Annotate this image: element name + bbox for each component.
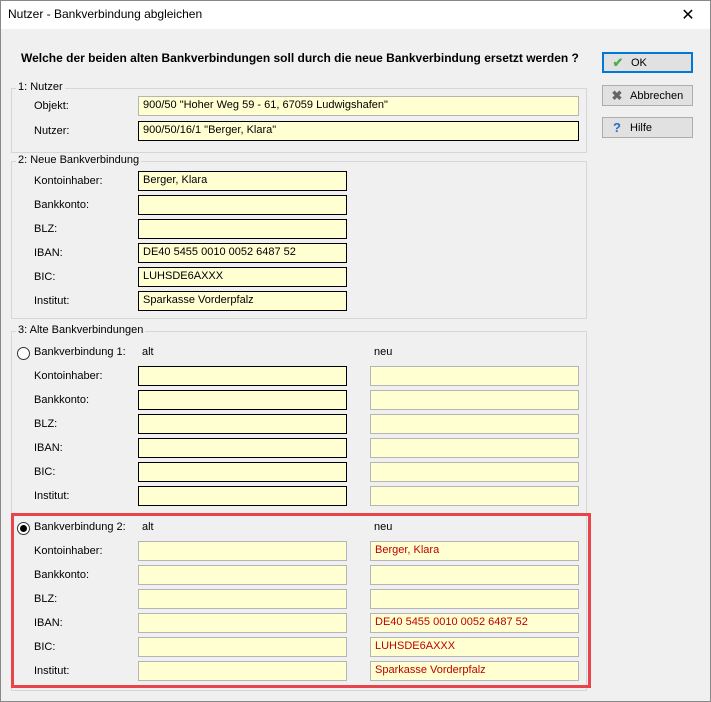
bankverbindung-2-label[interactable]: Bankverbindung 2: [34,521,126,533]
group-neue-title: 2: Neue Bankverbindung [18,154,140,166]
alt2-bankkonto-alt[interactable] [138,565,347,585]
alt1-blz-alt[interactable] [138,414,347,434]
window-title: Nutzer - Bankverbindung abgleichen [8,7,203,21]
alt2-bankkonto-label: Bankkonto: [34,569,90,581]
neu-bankkonto-field[interactable] [138,195,347,215]
alt1-bankkonto-neu[interactable] [370,390,579,410]
help-button[interactable] [602,117,693,138]
alt2-kontoinhaber-alt[interactable] [138,541,347,561]
neu-bic-label: BIC: [34,271,56,283]
neu-kontoinhaber-label: Kontoinhaber: [34,175,103,187]
col-alt-header-2: alt [142,521,154,533]
group-nutzer-title: 1: Nutzer [18,81,63,93]
alt1-kontoinhaber-alt[interactable] [138,366,347,386]
alt1-institut-label: Institut: [34,490,70,502]
cancel-icon: ✖ [611,87,623,103]
bankverbindung-1-label[interactable]: Bankverbindung 1: [34,346,126,358]
neu-institut-field[interactable]: Sparkasse Vorderpfalz [138,291,347,311]
alt1-kontoinhaber-neu[interactable] [370,366,579,386]
group-alte-title: 3: Alte Bankverbindungen [18,324,144,336]
close-icon[interactable]: ✕ [681,7,695,24]
ok-button-label: OK [631,56,647,69]
help-icon: ? [613,120,621,135]
alt1-iban-alt[interactable] [138,438,347,458]
help-button-label: Hilfe [630,121,653,134]
neu-iban-field[interactable]: DE40 5455 0010 0052 6487 52 [138,243,347,263]
nutzer-label: Nutzer: [34,125,70,137]
bankverbindung-2-radio[interactable] [17,522,30,535]
alt2-iban-alt[interactable] [138,613,347,633]
alt1-bankkonto-label: Bankkonto: [34,394,90,406]
neu-kontoinhaber-field[interactable]: Berger, Klara [138,171,347,191]
alt2-institut-neu[interactable]: Sparkasse Vorderpfalz [370,661,579,681]
col-neu-header-2: neu [374,521,393,533]
neu-blz-label: BLZ: [34,223,58,235]
title-bar [1,1,710,29]
alt1-iban-label: IBAN: [34,442,63,454]
alt1-institut-neu[interactable] [370,486,579,506]
objekt-label: Objekt: [34,100,69,112]
alt2-institut-alt[interactable] [138,661,347,681]
cancel-button-label: Abbrechen [630,89,684,102]
alt2-blz-neu[interactable] [370,589,579,609]
nutzer-field[interactable]: 900/50/16/1 "Berger, Klara" [138,121,579,141]
col-neu-header: neu [374,346,393,358]
question-text: Welche der beiden alten Bankverbindungen soll durch die neue Bankverbindung ersetzt werden ? [21,51,579,65]
alt1-institut-alt[interactable] [138,486,347,506]
dialog-content [1,29,710,701]
alt2-bic-label: BIC: [34,641,56,653]
alt1-iban-neu[interactable] [370,438,579,458]
alt2-kontoinhaber-label: Kontoinhaber: [34,545,103,557]
neu-bic-field[interactable]: LUHSDE6AXXX [138,267,347,287]
alt1-blz-neu[interactable] [370,414,579,434]
neu-bankkonto-label: Bankkonto: [34,199,90,211]
cancel-button[interactable] [602,85,693,106]
objekt-field[interactable]: 900/50 "Hoher Weg 59 - 61, 67059 Ludwigshafen" [138,96,579,116]
alt2-bic-alt[interactable] [138,637,347,657]
check-icon: ✔ [612,54,624,70]
alt2-blz-alt[interactable] [138,589,347,609]
alt2-iban-neu[interactable]: DE40 5455 0010 0052 6487 52 [370,613,579,633]
alt1-bic-neu[interactable] [370,462,579,482]
alt1-kontoinhaber-label: Kontoinhaber: [34,370,103,382]
alt2-blz-label: BLZ: [34,593,58,605]
alt1-bankkonto-alt[interactable] [138,390,347,410]
alt1-bic-alt[interactable] [138,462,347,482]
alt2-kontoinhaber-neu[interactable]: Berger, Klara [370,541,579,561]
neu-institut-label: Institut: [34,295,70,307]
alt2-iban-label: IBAN: [34,617,63,629]
col-alt-header: alt [142,346,154,358]
alt2-bankkonto-neu[interactable] [370,565,579,585]
bankverbindung-1-radio[interactable] [17,347,30,360]
neu-iban-label: IBAN: [34,247,63,259]
alt1-blz-label: BLZ: [34,418,58,430]
alt1-bic-label: BIC: [34,466,56,478]
neu-blz-field[interactable] [138,219,347,239]
alt2-bic-neu[interactable]: LUHSDE6AXXX [370,637,579,657]
ok-button[interactable] [602,52,693,73]
alt2-institut-label: Institut: [34,665,70,677]
